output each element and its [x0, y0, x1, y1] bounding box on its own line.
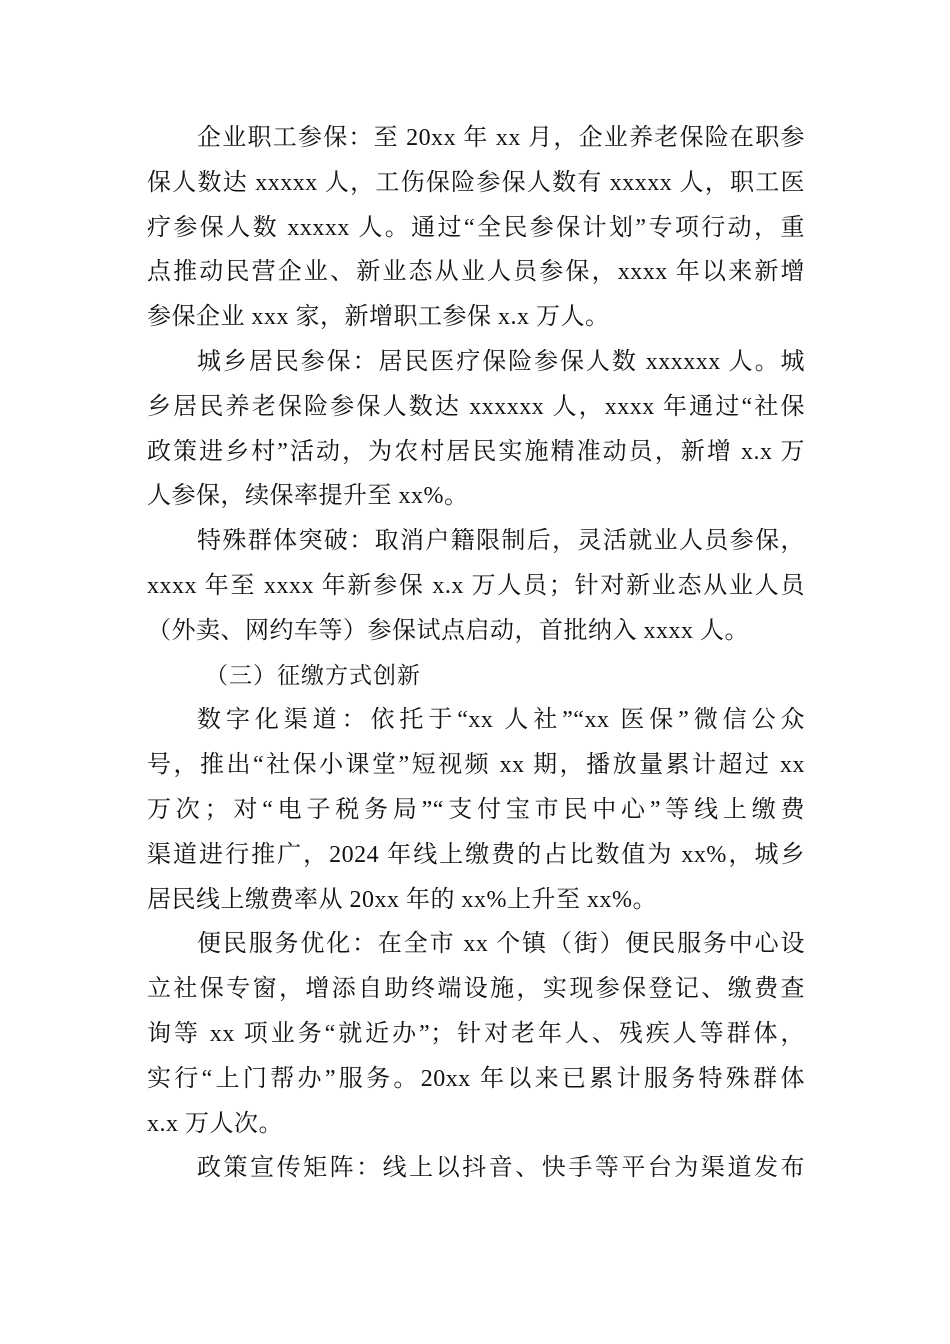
paragraph — [147, 698, 805, 922]
paragraph — [147, 922, 805, 1146]
text-line: 立社保专窗，增添自助终端设施，实现参保登记、缴费查 — [147, 976, 805, 1003]
text-line: x.x 万人次。 — [147, 1110, 283, 1137]
text-line: 数字化渠道：依托于“xx 人社”“xx 医保”微信公众 — [197, 707, 805, 734]
text-line: 特殊群体突破：取消户籍限制后，灵活就业人员参保， — [197, 528, 805, 555]
text-line: 乡居民养老保险参保人数达 xxxxxx 人，xxxx 年通过“社保 — [147, 393, 805, 420]
text-line: 实行“上门帮办”服务。20xx 年以来已累计服务特殊群体 — [147, 1065, 805, 1092]
section-heading: （三）征缴方式创新 — [205, 662, 421, 688]
document-page — [147, 116, 805, 1191]
text-line: 参保企业 xxx 家，新增职工参保 x.x 万人。 — [147, 304, 610, 331]
text-line: 号，推出“社保小课堂”短视频 xx 期，播放量累计超过 xx — [147, 752, 805, 779]
text-line: xxxx 年至 xxxx 年新参保 x.x 万人员；针对新业态从业人员 — [147, 572, 805, 599]
paragraph — [147, 116, 805, 340]
text-line: 渠道进行推广，2024 年线上缴费的占比数值为 xx%，城乡 — [147, 841, 805, 868]
text-line: 政策进乡村”活动，为农村居民实施精准动员，新增 x.x 万 — [147, 438, 805, 465]
text-line: 保人数达 xxxxx 人，工伤保险参保人数有 xxxxx 人，职工医 — [147, 169, 805, 196]
text-line: 城乡居民参保：居民医疗保险参保人数 xxxxxx 人。城 — [197, 348, 805, 375]
text-line: 万次；对“电子税务局”“支付宝市民中心”等线上缴费 — [147, 796, 805, 823]
text-line: 人参保，续保率提升至 xx%。 — [147, 483, 469, 510]
text-line: 点推动民营企业、新业态从业人员参保，xxxx 年以来新增 — [147, 259, 805, 286]
text-line: 企业职工参保：至 20xx 年 xx 月，企业养老保险在职参 — [197, 125, 805, 151]
text-line: 政策宣传矩阵：线上以抖音、快手等平台为渠道发布 — [197, 1155, 805, 1182]
text-line: 疗参保人数 xxxxx 人。通过“全民参保计划”专项行动，重 — [147, 214, 805, 241]
text-line: 便民服务优化：在全市 xx 个镇（街）便民服务中心设 — [197, 931, 805, 958]
paragraph — [147, 519, 805, 653]
text-line: （外卖、网约车等）参保试点启动，首批纳入 xxxx 人。 — [147, 617, 749, 644]
paragraph — [147, 340, 805, 519]
text-line: 居民线上缴费率从 20xx 年的 xx%上升至 xx%。 — [147, 886, 657, 913]
text-line: 询等 xx 项业务“就近办”；针对老年人、残疾人等群体， — [147, 1020, 805, 1047]
paragraph — [147, 1146, 805, 1191]
